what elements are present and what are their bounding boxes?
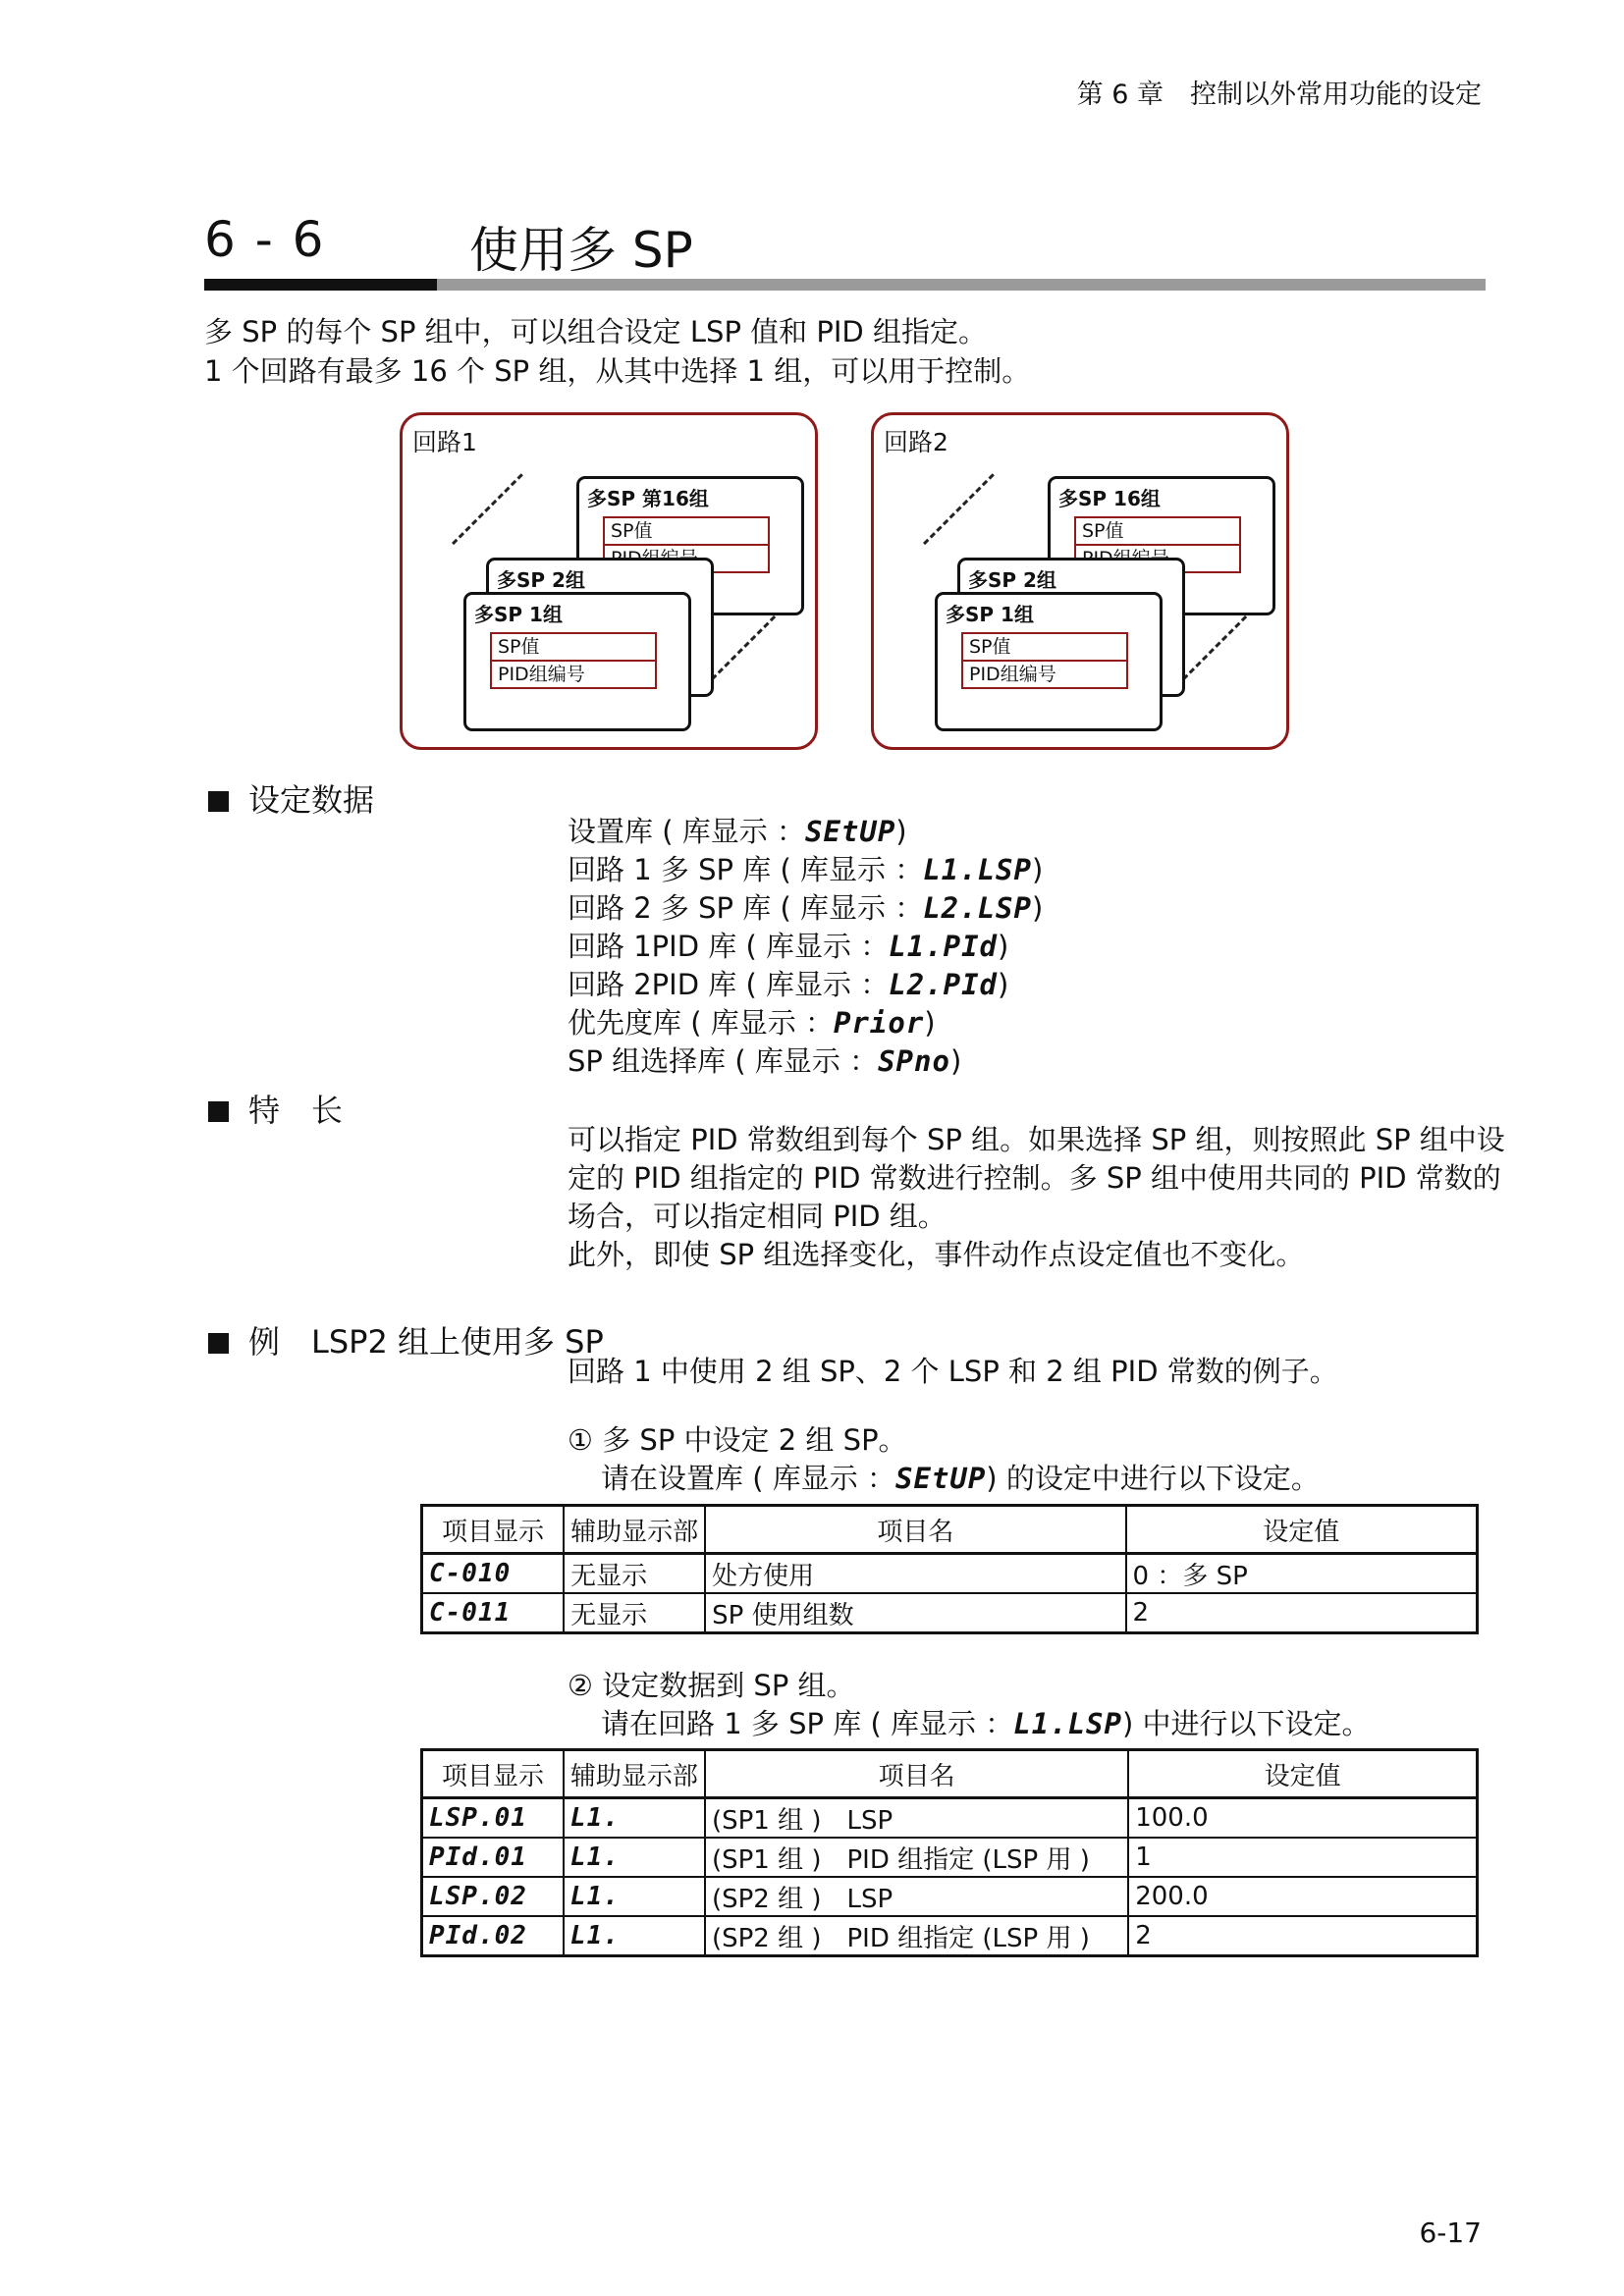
dashed-connector: [923, 473, 995, 545]
features-line: 定的 PID 组指定的 PID 常数进行控制。多 SP 组中使用共同的 PID 常数的: [568, 1161, 1501, 1195]
lcd-code: L2.PId: [889, 968, 998, 1001]
sp-value-row: SP值: [969, 636, 1011, 658]
item-name: SP 使用组数: [705, 1593, 1125, 1633]
table-row: [422, 1554, 1478, 1594]
heading-text: 设定数据: [248, 781, 375, 819]
column-header: 设定值: [1126, 1506, 1478, 1554]
lsp-table: [420, 1748, 1479, 1957]
loop2-diagram: [871, 412, 1289, 750]
sp-group-card-1: [463, 592, 691, 731]
title-rule-gray: [437, 279, 1486, 291]
settings-list: [568, 813, 1043, 1081]
column-header: 项目名: [705, 1750, 1128, 1798]
square-bullet-icon: [208, 1101, 229, 1122]
heading-text: 例 LSP2 组上使用多 SP: [248, 1323, 604, 1361]
step2-title: ② 设定数据到 SP 组。: [568, 1669, 855, 1702]
setting-value: 2: [1126, 1593, 1478, 1633]
features-text: [568, 1121, 1505, 1274]
card-fields: [961, 632, 1128, 689]
item-name: (SP2 组 ) LSP: [705, 1877, 1128, 1916]
lcd-code: SEtUP: [804, 815, 896, 848]
card-title: 多SP 1组: [474, 603, 563, 626]
settings-item: 设置库 ( 库显示 ：SEtUP): [568, 815, 907, 848]
setting-value: 1: [1128, 1838, 1477, 1877]
item-display: LSP.01: [422, 1798, 564, 1839]
lcd-code: L2.LSP: [923, 891, 1032, 925]
aux-display: L1.: [564, 1838, 705, 1877]
settings-heading: [208, 775, 374, 821]
aux-display: L1.: [564, 1798, 705, 1839]
item-name: (SP1 组 ) PID 组指定 (LSP 用 ): [705, 1838, 1128, 1877]
page-number: 6-17: [1419, 2216, 1482, 2249]
table-row: [422, 1798, 1478, 1839]
item-display: LSP.02: [422, 1877, 564, 1916]
column-header: 项目名: [705, 1506, 1125, 1554]
sp-group-card-1: [935, 592, 1163, 731]
title-rule-dark: [204, 279, 437, 291]
dashed-connector: [1182, 609, 1254, 680]
column-header: 辅助显示部: [564, 1506, 705, 1554]
settings-item: 回路 2PID 库 ( 库显示 ：L2.PId): [568, 968, 1009, 1001]
aux-display: 无显示: [564, 1593, 705, 1633]
item-name: 处方使用: [705, 1554, 1125, 1594]
settings-item: 回路 1PID 库 ( 库显示 ：L1.PId): [568, 930, 1009, 963]
setting-value: 2: [1128, 1916, 1477, 1956]
sp-value-row: SP值: [498, 636, 540, 658]
lcd-code: L1.PId: [889, 930, 998, 963]
square-bullet-icon: [208, 791, 229, 812]
card-title: 多SP 第16组: [587, 487, 709, 510]
item-name: (SP1 组 ) LSP: [705, 1798, 1128, 1839]
lcd-code: SEtUP: [894, 1462, 987, 1495]
step2-text: [568, 1667, 1371, 1743]
pid-number-row: PID组编号: [492, 660, 655, 687]
setup-table: [420, 1504, 1479, 1634]
features-line: 可以指定 PID 常数组到每个 SP 组。如果选择 SP 组，则按照此 SP 组中设: [568, 1123, 1505, 1156]
intro-text: [204, 312, 1030, 391]
table-header-row: [422, 1750, 1478, 1798]
column-header: 辅助显示部: [564, 1750, 705, 1798]
table-row: [422, 1877, 1478, 1916]
aux-display: L1.: [564, 1877, 705, 1916]
dashed-connector: [711, 609, 783, 680]
intro-line: 1 个回路有最多 16 个 SP 组，从其中选择 1 组，可以用于控制。: [204, 354, 1031, 388]
card-title: 多SP 2组: [497, 568, 585, 592]
lcd-code: L1.LSP: [1013, 1707, 1122, 1740]
table-header-row: [422, 1506, 1478, 1554]
features-line: 此外，即使 SP 组选择变化，事件动作点设定值也不变化。: [568, 1238, 1305, 1271]
intro-line: 多 SP 的每个 SP 组中，可以组合设定 LSP 值和 PID 组指定。: [204, 315, 987, 348]
column-header: 项目显示: [422, 1506, 565, 1554]
example-desc: 回路 1 中使用 2 组 SP、2 个 LSP 和 2 组 PID 常数的例子。: [568, 1355, 1338, 1388]
step2-instruction: 请在回路 1 多 SP 库 ( 库显示 ：L1.LSP) 中进行以下设定。: [601, 1707, 1371, 1740]
table-row: [422, 1838, 1478, 1877]
card-title: 多SP 2组: [968, 568, 1056, 592]
card-title: 多SP 1组: [946, 603, 1034, 626]
dashed-connector: [452, 473, 523, 545]
sp-value-row: SP值: [1082, 520, 1124, 542]
card-fields: [490, 632, 657, 689]
heading-text: 特 长: [248, 1092, 344, 1129]
features-heading: [208, 1086, 343, 1131]
loop1-diagram: [400, 412, 818, 750]
lcd-code: SPno: [878, 1044, 950, 1078]
example-heading: [208, 1317, 604, 1362]
aux-display: L1.: [564, 1916, 705, 1956]
loop-label: 回路1: [412, 428, 477, 456]
settings-item: 优先度库 ( 库显示 ：Prior): [568, 1006, 936, 1040]
setting-value: 200.0: [1128, 1877, 1477, 1916]
column-header: 项目显示: [422, 1750, 564, 1798]
sp-value-row: SP值: [611, 520, 653, 542]
card-title: 多SP 16组: [1058, 487, 1161, 510]
item-display: C-010: [422, 1554, 565, 1594]
section-title: 使用多 SP: [469, 222, 693, 279]
features-line: 场合，可以指定相同 PID 组。: [568, 1200, 947, 1233]
step1-title: ① 多 SP 中设定 2 组 SP。: [568, 1423, 907, 1457]
chapter-header: 第 6 章 控制以外常用功能的设定: [1076, 80, 1482, 110]
item-display: C-011: [422, 1593, 565, 1633]
item-display: PId.02: [422, 1916, 564, 1956]
lcd-code: Prior: [833, 1006, 925, 1040]
setting-value: 0 ：多 SP: [1126, 1554, 1478, 1594]
step1-instruction: 请在设置库 ( 库显示 ：SEtUP) 的设定中进行以下设定。: [601, 1462, 1320, 1495]
settings-item: SP 组选择库 ( 库显示 ：SPno): [568, 1044, 962, 1078]
column-header: 设定值: [1128, 1750, 1477, 1798]
item-name: (SP2 组 ) PID 组指定 (LSP 用 ): [705, 1916, 1128, 1956]
aux-display: 无显示: [564, 1554, 705, 1594]
section-number: 6 - 6: [204, 211, 326, 268]
loop-label: 回路2: [884, 428, 948, 456]
pid-number-row: PID组编号: [963, 660, 1126, 687]
settings-item: 回路 2 多 SP 库 ( 库显示 ：L2.LSP): [568, 891, 1044, 925]
square-bullet-icon: [208, 1333, 229, 1354]
table-row: [422, 1593, 1478, 1633]
lcd-code: L1.LSP: [923, 853, 1032, 886]
item-display: PId.01: [422, 1838, 564, 1877]
step1-text: [568, 1421, 1320, 1498]
setting-value: 100.0: [1128, 1798, 1477, 1839]
table-row: [422, 1916, 1478, 1956]
settings-item: 回路 1 多 SP 库 ( 库显示 ：L1.LSP): [568, 853, 1044, 886]
